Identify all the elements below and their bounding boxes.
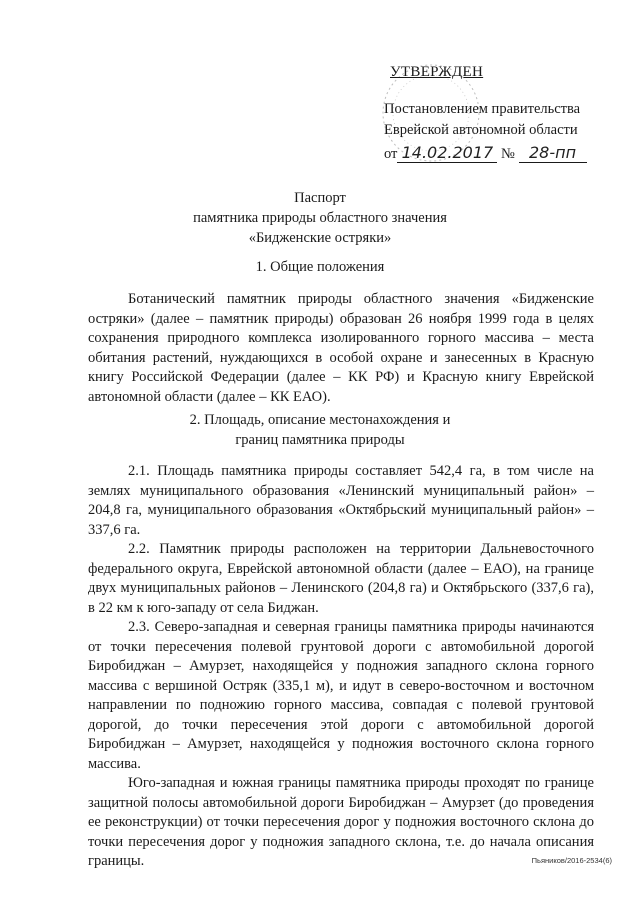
paragraph: 2.2. Памятник природы расположен на территории Дальневосточного федерального округа, Еврейской автономной области (далее – ЕАО), на границе двух муниципальных районов – Ленинского (204,8 га) и Октябрьского (337,6 га), в 22 км к юго-западу от села Биджан.: [88, 541, 594, 616]
section-2-body: [88, 462, 594, 872]
number-prefix: №: [501, 146, 515, 162]
section-1-body: [88, 290, 594, 407]
paragraph: Ботанический памятник природы областного значения «Бидженские остряки» (далее – памятник природы) образован 26 ноября 1999 года в целях сохранения природного комплекса изолированного горного массива – места обитания растений, нуждающихся в особой охране и занесенных в Красную книгу Российской Федерации (далее – КК РФ) и Красную книгу Еврейской автономной области (далее – КК ЕАО).: [88, 291, 594, 405]
document-title: Паспорт: [294, 190, 346, 206]
paragraph: 2.3. Северо-западная и северная границы памятника природы начинаются от точки пересечения полевой грунтовой дороги с автомобильной дорогой Биробиджан – Амурзет, находящейся у подножия западного склона горного массива с вершиной Остряк (335,1 м), и идут в северо-восточном и восточном направлении по подножию горного массива, совпадая с полевой грунтовой дорогой, до точки пересечения этой дороги с автомобильной дорогой Биробиджан – Амурзет, находящейся у подножия восточного склона горного массива.: [88, 619, 594, 772]
paragraph: 2.1. Площадь памятника природы составляет 542,4 га, в том числе на землях муниципального образования «Ленинский муниципальный район» – 204,8 га, муниципального образования «Октябрьский муниципальный район» – 337,6 га.: [88, 463, 594, 538]
approved-by-line1: Постановлением правительства: [384, 101, 581, 117]
footer-doc-code: Пьяников/2016-2534(6): [531, 856, 612, 865]
approval-number: 28-пп: [519, 143, 587, 163]
date-prefix: от: [384, 146, 398, 162]
section-2-title-line2: границ памятника природы: [235, 432, 405, 448]
section-2-title-line1: 2. Площадь, описание местонахождения и: [189, 412, 451, 428]
approved-by-line2: Еврейской автономной области: [384, 122, 578, 138]
approved-label: УТВЕРЖДЕН: [390, 64, 484, 80]
approval-date-number-line: [384, 143, 587, 163]
paragraph: Юго-западная и южная границы памятника природы проходят по границе защитной полосы автомобильной дороги Биробиджан – Амурзет (до проведения ее реконструкции) от точки пересечения дорог у подножия восточного склона до точки пересечения дорог у подножия западного склона, т.е. до начала описания границы.: [88, 775, 594, 869]
approval-block: [384, 64, 616, 184]
section-1-title: 1. Общие положения: [255, 259, 385, 275]
document-object-name: «Бидженские остряки»: [248, 230, 392, 246]
document-subtitle: памятника природы областного значения: [193, 210, 447, 226]
approval-date: 14.02.2017: [397, 143, 497, 163]
